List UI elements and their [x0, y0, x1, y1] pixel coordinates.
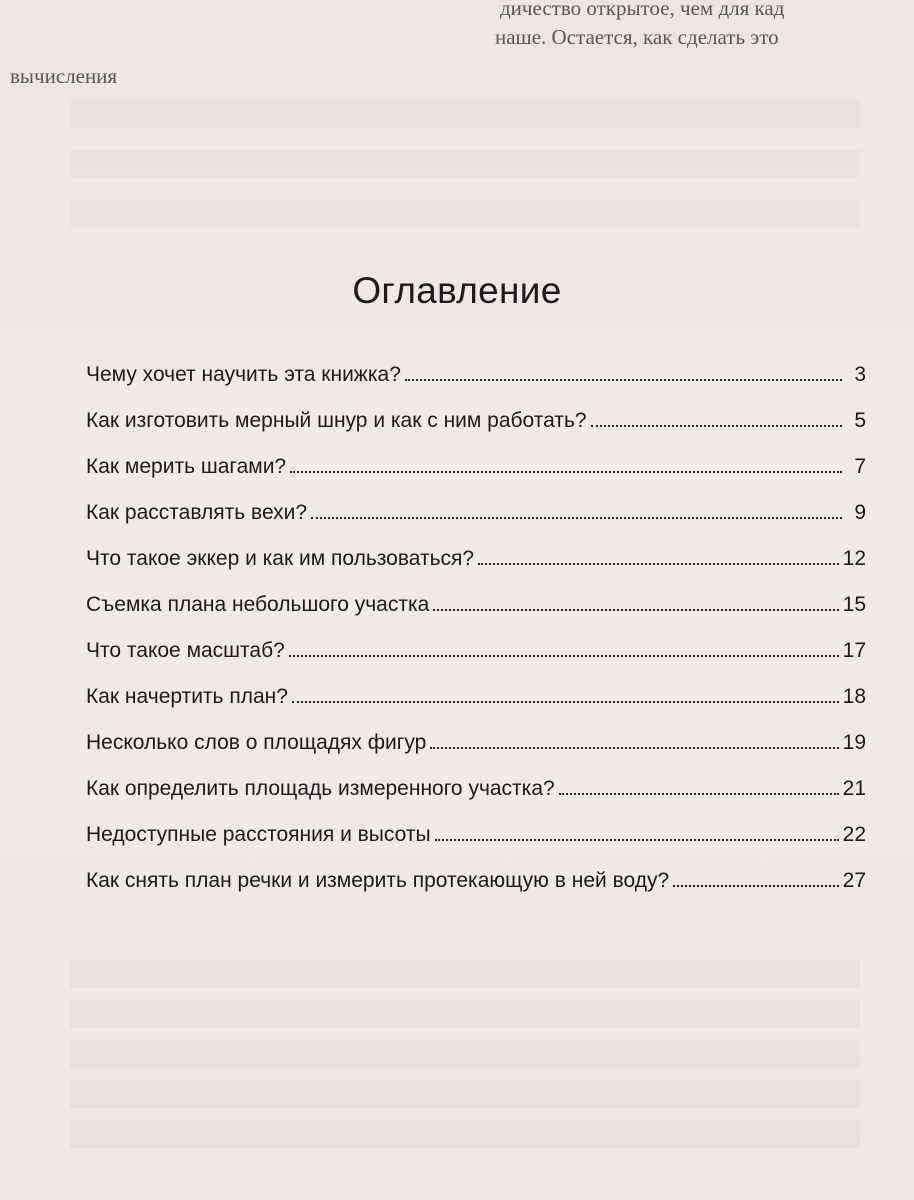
toc-entry-page: 22 — [842, 823, 866, 846]
toc-entry[interactable] — [86, 815, 866, 847]
table-of-contents-heading: Оглавление — [352, 270, 562, 311]
dot-leader — [289, 655, 839, 657]
toc-entry-page: 9 — [854, 501, 866, 524]
dot-leader — [290, 471, 842, 473]
toc-entry-title: Чему хочет научить эта книжка? — [86, 363, 401, 386]
dot-leader — [311, 517, 842, 519]
dot-leader — [559, 793, 839, 795]
toc-entry[interactable] — [86, 355, 866, 387]
toc-entry-title: Недоступные расстояния и высоты — [86, 823, 431, 846]
toc-entry[interactable] — [86, 539, 866, 571]
toc-entry-page: 17 — [842, 639, 866, 662]
toc-entry-page: 15 — [842, 593, 866, 616]
toc-entry-title: Как определить площадь измеренного участка? — [86, 777, 555, 800]
toc-entry-title: Что такое масштаб? — [86, 639, 285, 662]
toc-entry-title: Как расставлять вехи? — [86, 501, 308, 524]
dot-leader — [405, 379, 842, 381]
toc-entry-page: 3 — [854, 363, 866, 386]
toc-entry-page: 5 — [854, 409, 866, 432]
toc-entry-page: 7 — [854, 455, 866, 478]
bleed-line-1: дичество открытое, чем для кад — [500, 0, 785, 20]
dot-leader — [292, 701, 839, 703]
dot-leader — [591, 425, 842, 427]
toc-entry[interactable] — [86, 585, 866, 617]
toc-entry[interactable] — [86, 861, 866, 893]
dot-leader — [430, 747, 838, 749]
toc-entry-title: Съемка плана небольшого участка — [86, 593, 430, 616]
toc-entry-title: Как начертить план? — [86, 685, 288, 708]
toc-entry-title: Как снять план речки и измерить протекающую в ней воду? — [86, 869, 670, 892]
toc-entry[interactable] — [86, 493, 866, 525]
toc-entry-page: 21 — [842, 777, 866, 800]
toc-entry-page: 18 — [842, 685, 866, 708]
toc-entry[interactable] — [86, 677, 866, 709]
toc-entry[interactable] — [86, 447, 866, 479]
dot-leader — [435, 839, 839, 841]
toc-entry-title: Как изготовить мерный шнур и как с ним работать? — [86, 409, 587, 432]
toc-entry-page: 12 — [842, 547, 866, 570]
toc-entry-page: 19 — [842, 731, 866, 754]
toc-entry-page: 27 — [842, 869, 866, 892]
toc-entry[interactable] — [86, 723, 866, 755]
toc-entry-title: Несколько слов о площадях фигур — [86, 731, 427, 754]
dot-leader — [673, 885, 839, 887]
bleed-line-2: наше. Остается, как сделать это — [495, 25, 779, 49]
toc-entry[interactable] — [86, 631, 866, 663]
toc-entry[interactable] — [86, 769, 866, 801]
toc-entry-title: Что такое эккер и как им пользоваться? — [86, 547, 475, 570]
toc-entry[interactable] — [86, 401, 866, 433]
dot-leader — [478, 563, 839, 565]
toc-entry-title: Как мерить шагами? — [86, 455, 287, 478]
bleed-line-3: вычисления — [10, 64, 118, 88]
dot-leader — [433, 609, 838, 611]
